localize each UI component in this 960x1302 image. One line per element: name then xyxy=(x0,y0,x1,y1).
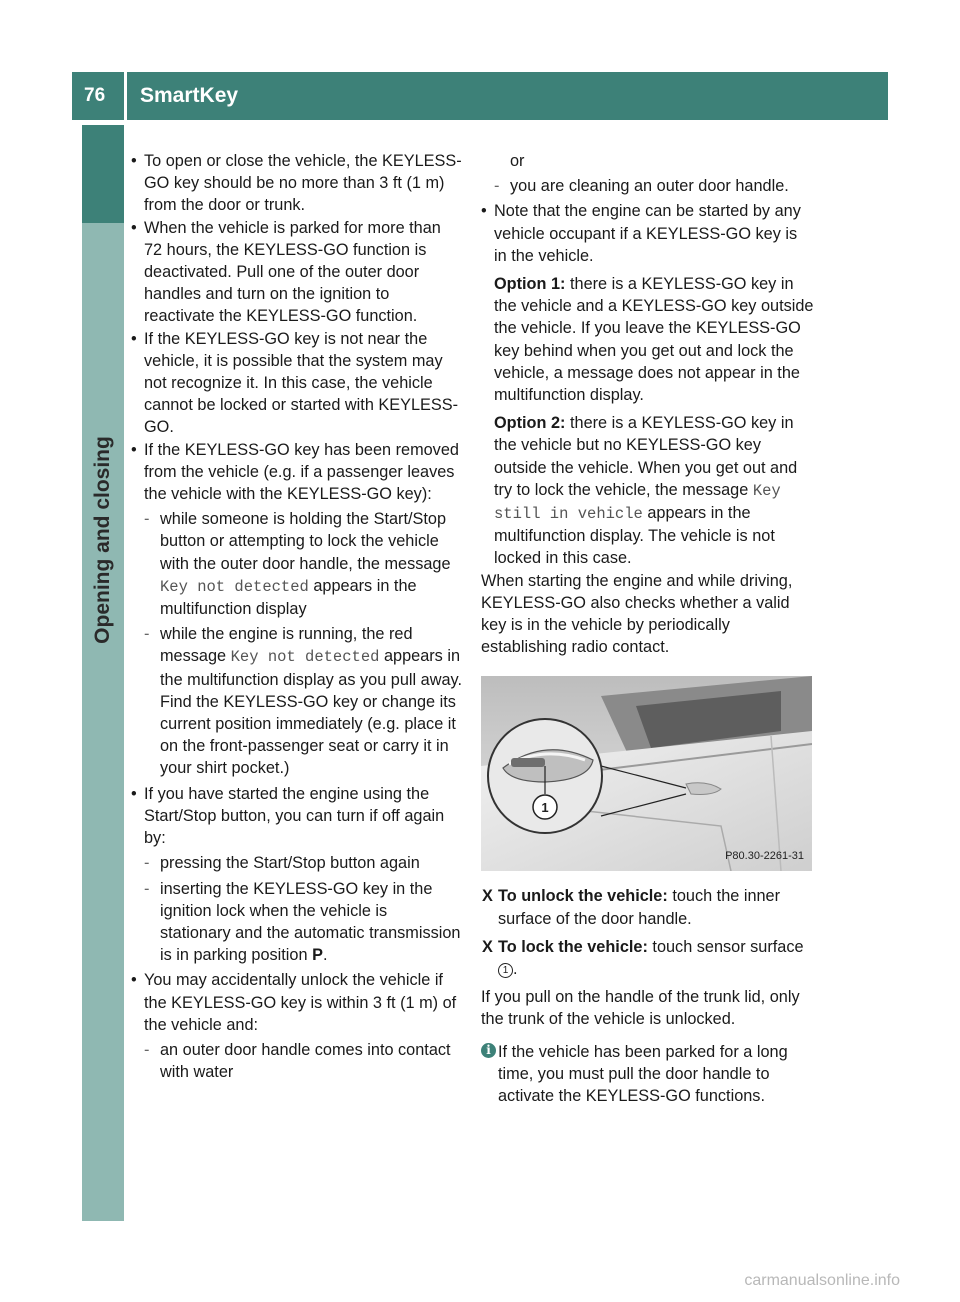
list-item: • If you have started the engine using the Start/Stop button, you can turn if off again by: xyxy=(131,784,445,848)
instruction-item: X To lock the vehicle: touch sensor surface 1 . xyxy=(482,937,804,979)
info-icon: i xyxy=(481,1043,496,1058)
callout-ref: 1 xyxy=(498,963,513,978)
page-number: 76 xyxy=(72,72,124,120)
instruction-item: X To unlock the vehicle: touch the inner surface of the door handle. xyxy=(482,887,781,928)
list-item: • You may accidentally unlock the vehicle if the KEYLESS-GO key is within 3 ft (1 m) of the vehicle and: xyxy=(131,971,457,1034)
image-callout: 1 xyxy=(541,800,549,816)
list-item: • Note that the engine can be started by any vehicle occupant if a KEYLESS-GO key is in the vehicle. xyxy=(481,202,801,265)
sub-list-item: - while someone is holding the Start/Stop button or attempting to lock the vehicle with the outer door handle, the message Key not detected appears in the multifunction display xyxy=(144,510,451,619)
door-handle-illustration xyxy=(481,676,812,871)
sub-list-item: - while the engine is running, the red message Key not detected appears in the multifunction display as you pull away. Find the KEYLESS-GO key or change its current position immediately (e.g. place it on the front-passenger seat or carry it in your shirt pocket.) xyxy=(144,625,462,778)
option-2: Option 2: there is a KEYLESS-GO key in the vehicle but no KEYLESS-GO key outside the vehicle. When you get out and try to lock the vehicle, the message Key still in vehicle appears in the multifunction display. The vehicle is not locked in this case. xyxy=(494,414,798,568)
watermark: carmanualsonline.info xyxy=(744,1272,900,1289)
sub-list-item: - inserting the KEYLESS-GO key in the ignition lock when the vehicle is stationary and the automatic transmission is in parking position P. xyxy=(144,879,461,965)
list-item: • To open or close the vehicle, the KEYLESS-GO key should be no more than 3 ft (1 m) from the door or trunk. xyxy=(131,152,462,215)
page-title: SmartKey xyxy=(127,72,888,120)
section-label: Opening and closing xyxy=(91,436,114,644)
option-1: Option 1: there is a KEYLESS-GO key in the vehicle and a KEYLESS-GO key outside the vehicle. If you leave the KEYLESS-GO key behind when you get out and lock the vehicle, a message does not appear in the multifunction display. xyxy=(494,275,814,405)
sub-list-item: - you are cleaning an outer door handle. xyxy=(494,177,789,196)
side-tab-bar xyxy=(82,125,124,1221)
right-column xyxy=(481,150,814,1107)
side-tab-marker xyxy=(82,125,124,223)
paragraph: When starting the engine and while driving, KEYLESS-GO also checks whether a valid key is in the vehicle by periodically establishing radio contact. xyxy=(481,571,793,657)
list-item: • If the KEYLESS-GO key is not near the vehicle, it is possible that the system may not recognize it. In this case, the vehicle cannot be locked or started with KEYLESS-GO. xyxy=(131,329,459,437)
sub-list-item: - an outer door handle comes into contact with water xyxy=(144,1040,451,1082)
or-connector: or xyxy=(510,152,525,170)
door-handle-image xyxy=(481,676,812,871)
list-item: • If the KEYLESS-GO key has been removed from the vehicle (e.g. if a passenger leaves the vehicle with the KEYLESS-GO key): xyxy=(131,440,459,504)
paragraph: If you pull on the handle of the trunk lid, only the trunk of the vehicle is unlocked. xyxy=(481,988,800,1029)
image-code: P80.30-2261-31 xyxy=(725,850,804,863)
info-note: i If the vehicle has been parked for a long time, you must pull the door handle to activate the KEYLESS-GO functions. xyxy=(481,1041,814,1108)
left-column xyxy=(131,150,462,1086)
sub-list-item: - pressing the Start/Stop button again xyxy=(144,854,420,873)
list-item: • When the vehicle is parked for more than 72 hours, the KEYLESS-GO function is deactivated. Pull one of the outer door handles and turn on the ignition to reactivate the KEYLESS-GO function. xyxy=(131,218,441,326)
